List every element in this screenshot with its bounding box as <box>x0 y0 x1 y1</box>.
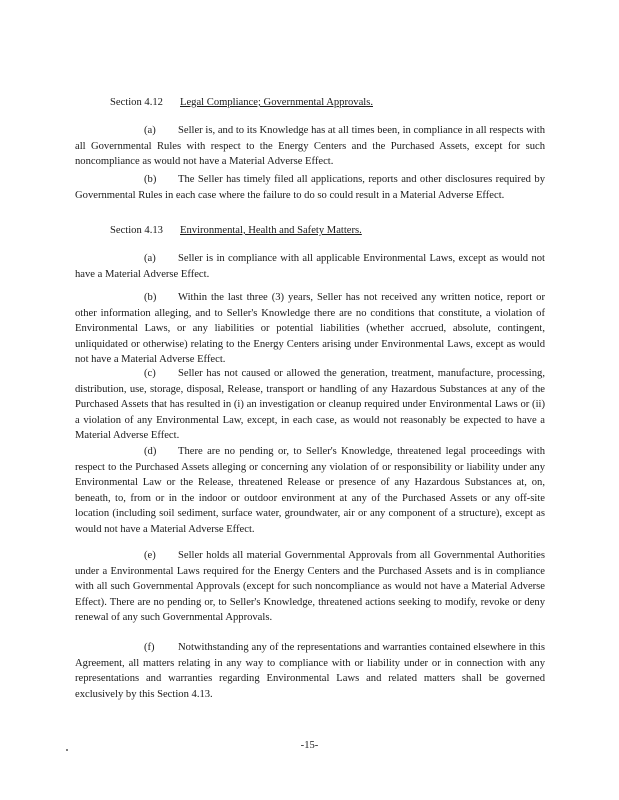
section-title: Environmental, Health and Safety Matters. <box>180 225 362 236</box>
section-number: Section 4.13 <box>110 225 163 236</box>
paragraph-label: (d) <box>144 446 157 457</box>
section-heading-4-13 <box>110 224 362 237</box>
scan-speck <box>66 749 68 751</box>
paragraph-4-13-c <box>75 366 545 444</box>
paragraph-text: Seller is, and to its Knowledge has at all times been, in compliance in all respects with all Governmental Rules with respect to the Energy Centers and the Purchased Assets, except for such noncompliance as would not have a Material Adverse Effect. <box>75 125 545 167</box>
page-number: -15- <box>300 740 319 751</box>
paragraph-label: (b) <box>144 292 157 303</box>
paragraph-label: (e) <box>144 550 156 561</box>
section-heading-4-12 <box>110 96 373 109</box>
paragraph-text: Notwithstanding any of the representations and warranties contained elsewhere in this Agreement, all matters relating in any way to compliance with or liability under or in connection with any representations and warranties regarding Environmental Laws and related matters shall be governed exclusively by this Section 4.13. <box>75 642 545 700</box>
paragraph-4-12-a <box>75 123 545 170</box>
paragraph-label: (f) <box>144 642 155 653</box>
paragraph-4-13-b <box>75 290 545 368</box>
section-title: Legal Compliance; Governmental Approvals. <box>180 97 373 108</box>
paragraph-text: There are no pending or, to Seller's Knowledge, threatened legal proceedings with respect to the Purchased Assets alleging or concerning any violation of or responsibility or liability under any Environmental Law or the Release, threatened Release or presence of any Hazardous Substances at, on, beneath, to, from or in the indoor or outdoor environment at any of the Purchased Assets or any off-site location (including soil sediment, surface water, groundwater, air or any component of a structure), except as would not have a Material Adverse Effect. <box>75 446 545 535</box>
paragraph-label: (b) <box>144 174 157 185</box>
paragraph-text: The Seller has timely filed all applications, reports and other disclosures required by Governmental Rules in each case where the failure to do so could result in a Material Adverse Effect. <box>75 174 545 201</box>
paragraph-label: (a) <box>144 125 156 136</box>
section-number: Section 4.12 <box>110 97 163 108</box>
paragraph-text: Seller is in compliance with all applicable Environmental Laws, except as would not have a Material Adverse Effect. <box>75 253 545 280</box>
paragraph-4-13-f <box>75 640 545 702</box>
paragraph-text: Seller has not caused or allowed the generation, treatment, manufacture, processing, distribution, use, storage, disposal, Release, transport or handling of any Hazardous Substances at any of the Purchased Assets that has resulted in (i) an investigation or cleanup required under Environmental Laws or (ii) a violation of any Environmental Law, except, in each case, as would not reasonably be expected to have a Material Adverse Effect. <box>75 368 545 441</box>
paragraph-4-13-d <box>75 444 545 537</box>
paragraph-4-13-a <box>75 251 545 282</box>
paragraph-4-12-b <box>75 172 545 203</box>
paragraph-label: (c) <box>144 368 156 379</box>
paragraph-4-13-e <box>75 548 545 626</box>
paragraph-text: Seller holds all material Governmental Approvals from all Governmental Authorities under a Environmental Laws required for the Energy Centers and the Purchased Assets and is in compliance with all such Governmental Approvals (except for such noncompliance as would not have a Material Adverse Effect). There are no pending or, to Seller's Knowledge, threatened actions seeking to modify, revoke or deny renewal of any such Governmental Approvals. <box>75 550 545 623</box>
paragraph-label: (a) <box>144 253 156 264</box>
paragraph-text: Within the last three (3) years, Seller has not received any written notice, report or other information alleging, and to Seller's Knowledge there are no conditions that constitute, a violation of Environmental Laws, or any liabilities or potential liabilities (whether accrued, absolute, contingent, unliquidated or otherwise) relating to the Energy Centers arising under Environmental Laws, except as would not have a Material Adverse Effect. <box>75 292 545 365</box>
